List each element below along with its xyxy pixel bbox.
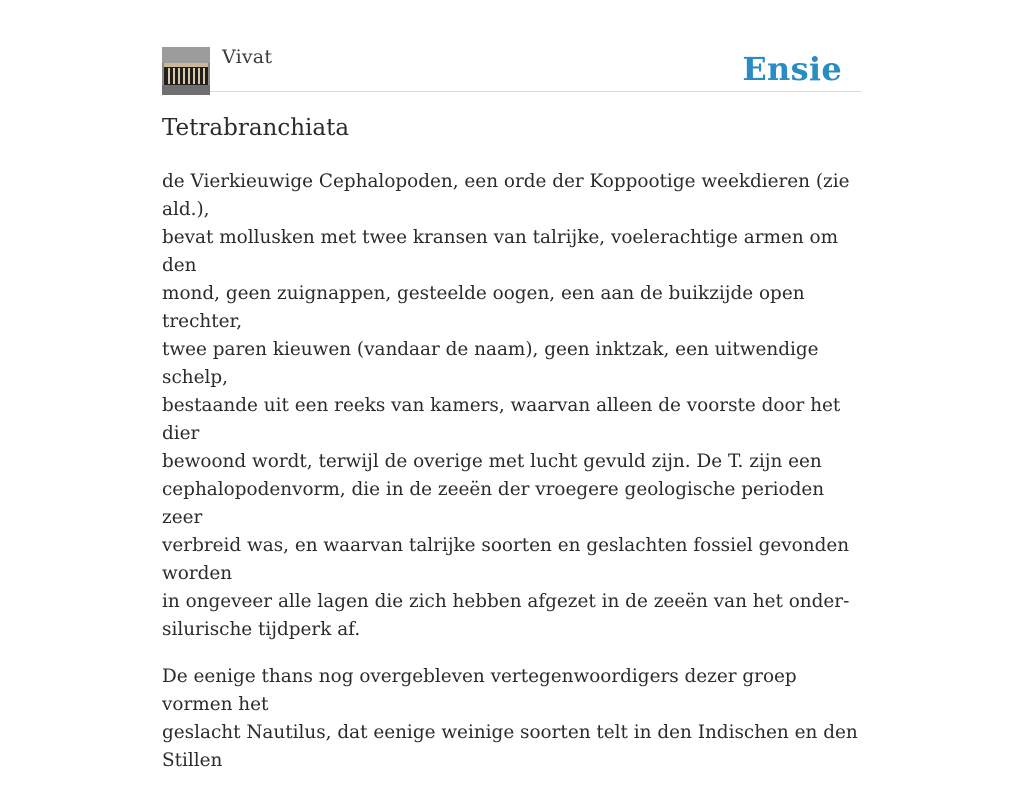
article-page [162,0,862,771]
article-body [162,168,862,794]
article-paragraph: De eenige thans nog overgebleven vertegenwoordigers dezer groep vormen het geslacht Nautilus, dat eenige weinige soorten telt in den Indischen en den Stillen [162,666,858,771]
article-paragraph: de Vierkieuwige Cephalopoden, een orde der Koppootige weekdieren (zie ald.), bevat mollusken met twee kransen van talrijke, voelerachtige armen om den mond, geen zuignappen, gesteelde oogen, een aan de buikzijde open trechter, twee paren kieuwen (vandaar de naam), geen inktzak, een uitwendige schelp, bestaande uit een reeks van kamers, waarvan alleen de voorste door het dier bewoond wordt, terwijl de overige met lucht gevuld zijn. De T. zijn een cephalopodenvorm, die in de zeeën der vroegere geologische perioden zeer verbreid was, en waarvan talrijke soorten en geslachten fossiel gevonden worden in ongeveer alle lagen die zich hebben afgezet in de zeeën van het onder- silurische tijdperk af. [162,171,850,640]
author-name[interactable]: Vivat [222,46,273,68]
avatar-image [162,47,210,95]
article-title: Tetrabranchiata [162,115,350,141]
avatar[interactable] [162,47,210,95]
header [162,0,862,92]
brand-logo[interactable]: Ensie [742,50,842,88]
